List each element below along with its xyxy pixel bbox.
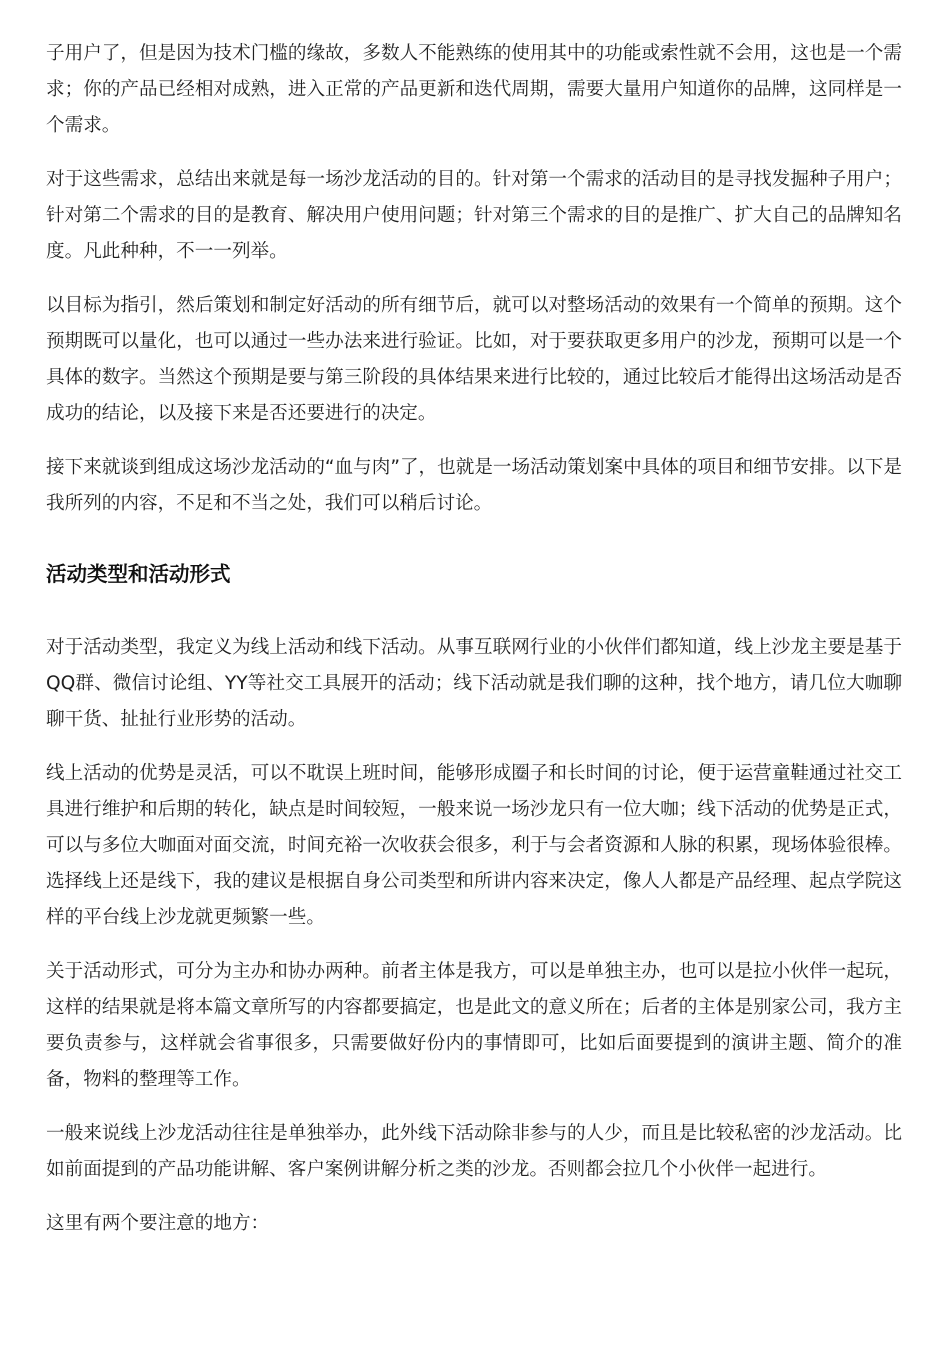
paragraph-expectation: 以目标为指引，然后策划和制定好活动的所有细节后，就可以对整场活动的效果有一个简单的预期。这个预期既可以量化，也可以通过一些办法来进行验证。比如，对于要获取更多用户的沙龙，预期可以是一个具体的数字。当然这个预期是要与第三阶段的具体结果来进行比较的，通过比较后才能得出这场活动是否成功的结论，以及接下来是否还要进行的决定。 — [46, 295, 902, 424]
paragraph-activity-goals: 对于这些需求，总结出来就是每一场沙龙活动的目的。针对第一个需求的活动目的是寻找发掘种子用户；针对第二个需求的目的是教育、解决用户使用问题；针对第三个需求的目的是推广、扩大自己的品牌知名度。凡此种种，不一一列举。 — [46, 169, 902, 262]
paragraph-online-vs-offline: 线上活动的优势是灵活，可以不耽误上班时间，能够形成圈子和长时间的讨论，便于运营童鞋通过社交工具进行维护和后期的转化，缺点是时间较短，一般来说一场沙龙只有一位大咖；线下活动的优势是正式，可以与多位大咖面对面交流，时间充裕一次收获会很多，利于与会者资源和人脉的积累，现场体验很棒。选择线上还是线下，我的建议是根据自身公司类型和所讲内容来决定，像人人都是产品经理、起点学院这样的平台线上沙龙就更频繁一些。 — [46, 763, 902, 928]
paragraph-activity-types: 对于活动类型，我定义为线上活动和线下活动。从事互联网行业的小伙伴们都知道，线上沙龙主要是基于QQ群、微信讨论组、YY等社交工具展开的活动；线下活动就是我们聊的这种，找个地方，请几位大咖聊聊干货、扯扯行业形势的活动。 — [46, 637, 902, 730]
paragraph-notes-intro: 这里有两个要注意的地方： — [46, 1213, 270, 1234]
article-body — [46, 36, 902, 1260]
paragraph-user-demand: 子用户了，但是因为技术门槛的缘故，多数人不能熟练的使用其中的功能或索性就不会用，这也是一个需求；你的产品已经相对成熟，进入正常的产品更新和迭代周期，需要大量用户知道你的品牌，这同样是一个需求。 — [46, 43, 902, 136]
paragraph-activity-forms: 关于活动形式，可分为主办和协办两种。前者主体是我方，可以是单独主办，也可以是拉小伙伴一起玩，这样的结果就是将本篇文章所写的内容都要搞定，也是此文的意义所在；后者的主体是别家公司，我方主要负责参与，这样就会省事很多，只需要做好份内的事情即可，比如后面要提到的演讲主题、简介的准备，物料的整理等工作。 — [46, 961, 902, 1090]
paragraph-transition: 接下来就谈到组成这场沙龙活动的“血与肉”了，也就是一场活动策划案中具体的项目和细节安排。以下是我所列的内容，不足和不当之处，我们可以稍后讨论。 — [46, 457, 902, 514]
paragraph-hosting-practice: 一般来说线上沙龙活动往往是单独举办，此外线下活动除非参与的人少，而且是比较私密的沙龙活动。比如前面提到的产品功能讲解、客户案例讲解分析之类的沙龙。否则都会拉几个小伙伴一起进行。 — [46, 1123, 902, 1180]
section-heading: 活动类型和活动形式 — [46, 562, 231, 586]
